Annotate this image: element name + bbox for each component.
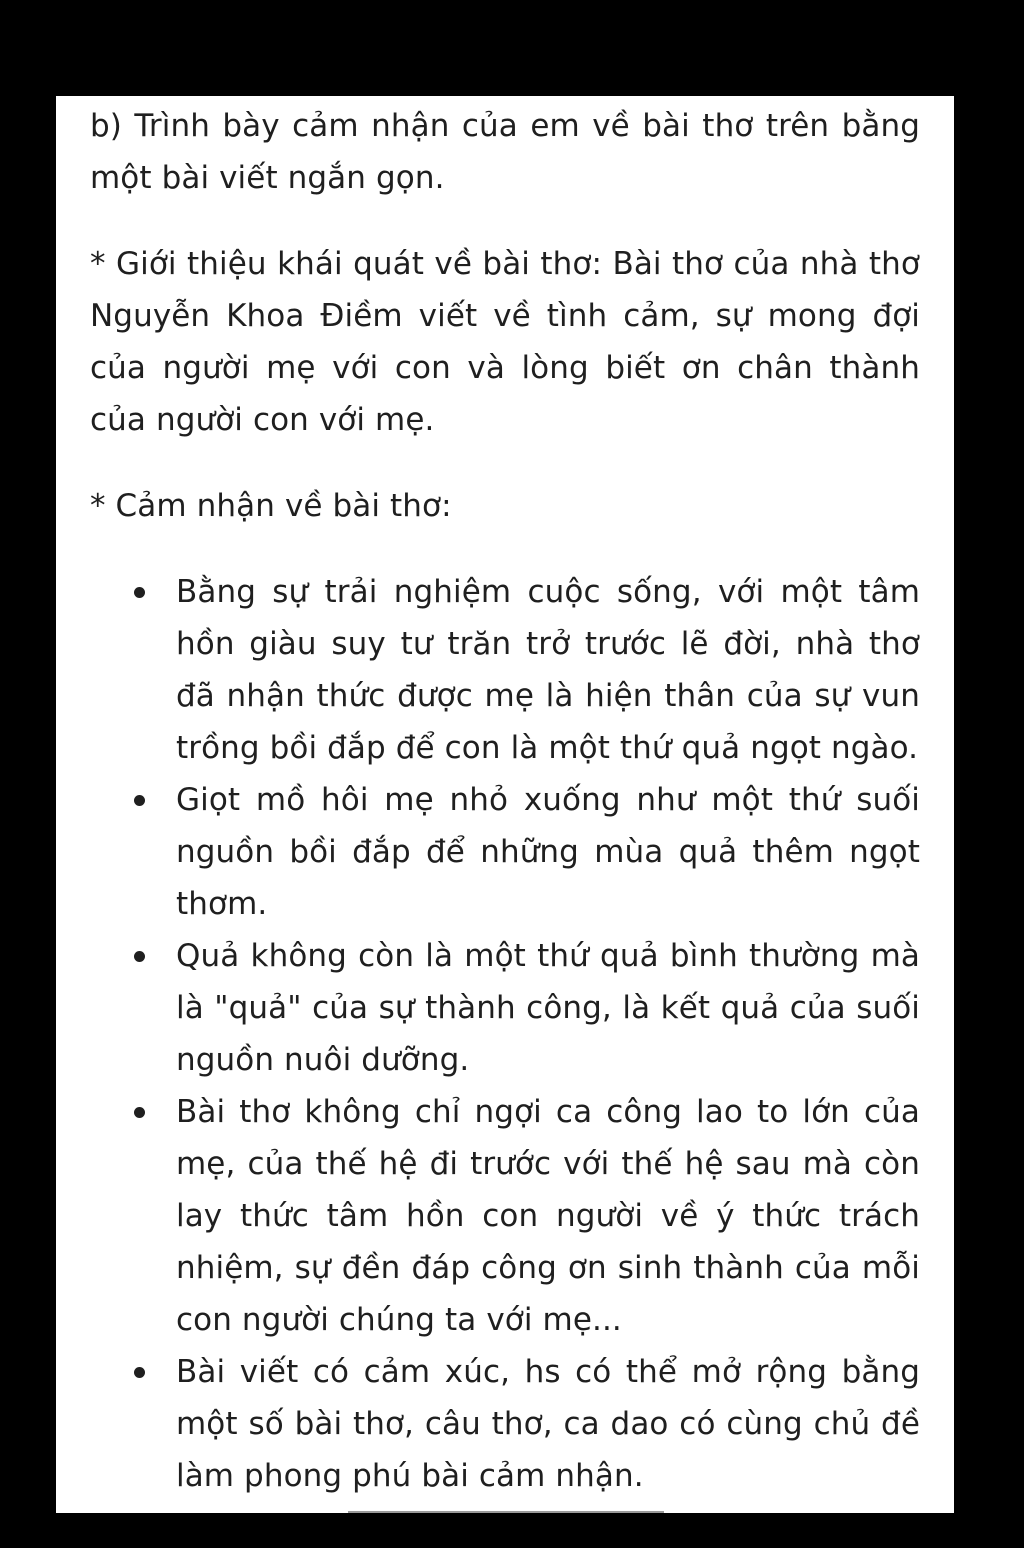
list-item-text: Bài viết có cảm xúc, hs có thể mở rộng bằng một số bài thơ, câu thơ, ca dao có cùng chủ đề làm phong phú bài cảm nhận.	[176, 1354, 920, 1494]
list-item-text: Bằng sự trải nghiệm cuộc sống, với một tâm hồn giàu suy tư trăn trở trước lẽ đời, nhà thơ đã nhận thức được mẹ là hiện thân của sự vun trồng bồi đắp để con là một thứ quả ngọt ngào.	[176, 574, 920, 766]
list-item	[176, 1086, 920, 1346]
list-item-text: Quả không còn là một thứ quả bình thường mà là "quả" của sự thành công, là kết quả của suối nguồn nuôi dưỡng.	[176, 938, 920, 1078]
bullet-icon	[134, 1107, 145, 1118]
intro-paragraph: * Giới thiệu khái quát về bài thơ: Bài thơ của nhà thơ Nguyễn Khoa Điềm viết về tình cảm, sự mong đợi của người mẹ với con và lòng biết ơn chân thành của người con với mẹ.	[90, 246, 920, 438]
list-item-text: Bài thơ không chỉ ngợi ca công lao to lớn của mẹ, của thế hệ đi trước với thế hệ sau mà còn lay thức tâm hồn con người về ý thức trách nhiệm, sự đền đáp công ơn sinh thành của mỗi con người chúng ta với mẹ...	[176, 1094, 920, 1338]
bullet-icon	[134, 587, 145, 598]
question-text: b) Trình bày cảm nhận của em về bài thơ trên bằng một bài viết ngắn gọn.	[90, 108, 920, 196]
list-item	[176, 930, 920, 1086]
feelings-heading: * Cảm nhận về bài thơ:	[90, 488, 452, 524]
bullet-icon	[134, 1367, 145, 1378]
document-page	[56, 96, 954, 1513]
bottom-divider	[348, 1511, 664, 1513]
bullet-icon	[134, 951, 145, 962]
bullet-icon	[134, 795, 145, 806]
feelings-list	[90, 566, 920, 1502]
list-item	[176, 566, 920, 774]
list-item	[176, 1346, 920, 1502]
list-item	[176, 774, 920, 930]
list-item-text: Giọt mồ hôi mẹ nhỏ xuống như một thứ suối nguồn bồi đắp để những mùa quả thêm ngọt thơm.	[176, 782, 920, 922]
